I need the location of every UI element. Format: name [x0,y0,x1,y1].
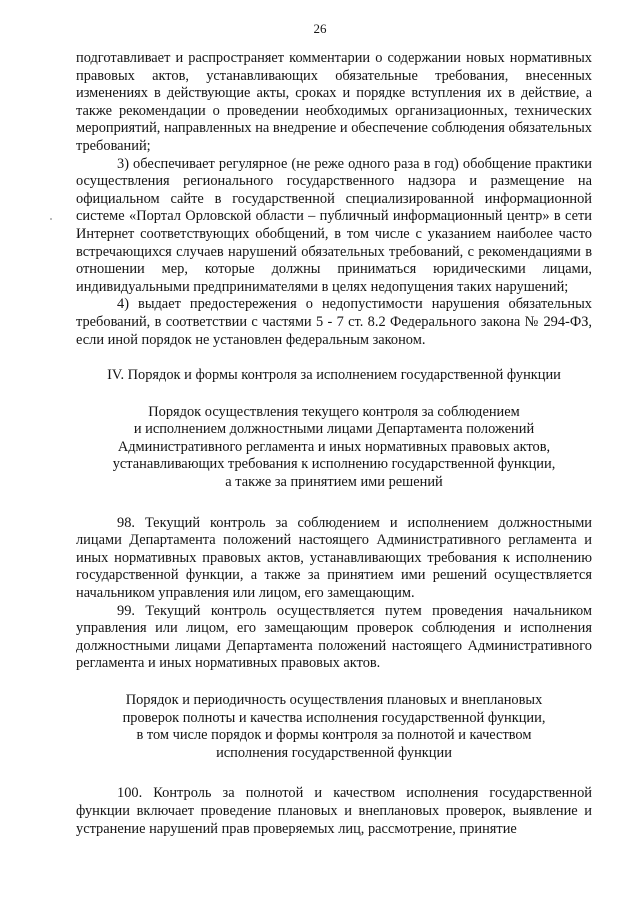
subheading-line: Административного регламента и иных нормативных правовых актов, [117,438,551,455]
subheading-line: исполнения государственной функции [216,744,452,761]
page-number: 26 [313,21,327,36]
paragraph-item-4: 4) выдает предостережения о недопустимости нарушения обязательных требований, в соответствии с частями 5 - 7 ст. 8.2 Федерального закона № 294-ФЗ, если иной порядок не установлен федеральным законом. [76,296,592,348]
subheading-line: проверок полноты и качества исполнения государственной функции, [122,709,546,726]
paragraph-98: 98. Текущий контроль за соблюдением и исполнением должностными лицами Департамента положений настоящего Административного регламента и иных нормативных правовых актов, устанавливающих требования к исполнению государственной функции, а также за принятием ими решений осуществляется начальником управления или лицом, его замещающим. [76,514,592,602]
paragraph-continuation: подготавливает и распространяет комментарии о содержании новых нормативных правовых актов, устанавливающих обязательные требования, внесенных изменениях в действующие акты, сроках и порядке вступления их в действие, а также рекомендации о проведении необходимых организационных, технических мероприятий, направленных на внедрение и обеспечение соблюдения обязательных требований; [76,50,592,154]
subheading-line: устанавливающих требования к исполнению государственной функции, [112,456,556,473]
document-body [76,50,592,838]
paragraph-100: 100. Контроль за полнотой и качеством исполнения государственной функции включает проведение плановых и внеплановых проверок, выявление и устранение нарушений прав проверяемых лиц, рассмотрение, принятие [76,785,592,837]
paragraph-99: 99. Текущий контроль осуществляется путем проведения начальником управления или лицом, его замещающим проверок соблюдения и исполнения должностными лицами Департамента положений настоящего Административного регламента и иных нормативных правовых актов. [76,602,592,672]
subheading-line: в том числе порядок и формы контроля за полнотой и качеством [136,727,532,744]
paragraph-item-3: 3) обеспечивает регулярное (не реже одного раза в год) обобщение практики осуществления регионального государственного надзора и размещение на официальном сайте в государственной специализированной информационной системе «Портал Орловской области – публичный информационный центр» в сети Интернет соответствующих обобщений, в том числе с указанием наиболее часто встречающихся случаев нарушений обязательных требований, с рекомендациями в отношении мер, которые должны приниматься юридическими лицами, индивидуальными предпринимателями в целях недопущения таких нарушений; [76,155,592,295]
subheading-line: Порядок осуществления текущего контроля за соблюдением [148,403,520,420]
margin-mark [50,218,52,220]
subheading-current-control [76,404,592,492]
subheading-inspections [76,692,592,762]
section-title: IV. Порядок и формы контроля за исполнением государственной функции [107,367,561,384]
subheading-line: а также за принятием ими решений [225,474,443,491]
subheading-line: Порядок и периодичность осуществления плановых и внеплановых [125,692,543,708]
subheading-line: и исполнением должностными лицами Департамента положений [133,421,535,438]
